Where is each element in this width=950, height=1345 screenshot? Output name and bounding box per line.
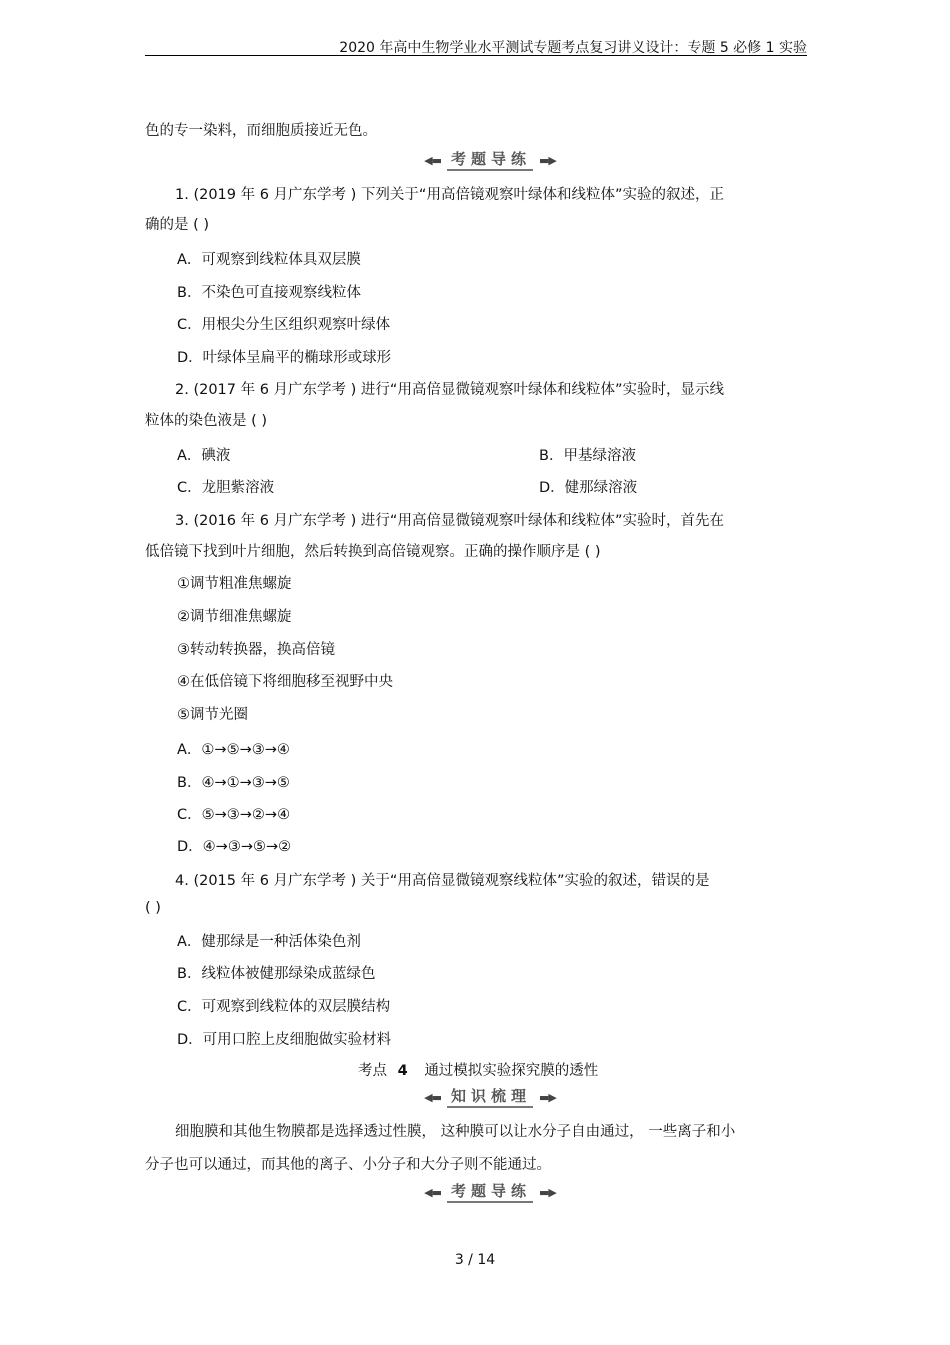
practice-banner-2 [420, 1181, 560, 1203]
q1-stem-line2: 确的是 ( ) [145, 217, 210, 233]
topic-title: 通过模拟实验探究膜的透性 [424, 1063, 599, 1079]
q1-option-d: D．叶绿体呈扁平的椭球形或球形 [177, 350, 392, 366]
q3-step-2: ②调节细准焦螺旋 [177, 609, 292, 625]
q3-option-a: A．①→⑤→③→④ [177, 742, 290, 758]
q2-stem-line1: 2. (2017 年 6 月广东学考 ) 进行“用高倍显微镜观察叶绿体和线粒体”实验时，显示线 [175, 382, 724, 398]
q2-option-d: D．健那绿溶液 [539, 480, 638, 496]
q3-option-d: D．④→③→⑤→② [177, 839, 292, 855]
page-header: 2020 年高中生物学业水平测试专题考点复习讲义设计：专题 5 必修 1 实验 [339, 40, 807, 56]
q2-option-b: B．甲基绿溶液 [539, 448, 636, 464]
left-ornament-icon: ◀▬ [424, 1090, 441, 1104]
q4-option-d: D．可用口腔上皮细胞做实验材料 [177, 1032, 392, 1048]
q2-option-a: A．碘液 [177, 448, 231, 464]
q4-stem-line2: ( ) [145, 900, 161, 916]
intro-line: 色的专一染料，而细胞质接近无色。 [145, 123, 377, 139]
page-number: 3 / 14 [454, 1252, 496, 1268]
q3-step-4: ④在低倍镜下将细胞移至视野中央 [177, 674, 393, 690]
topic-number: 4 [397, 1063, 408, 1079]
practice-banner-1 [420, 149, 560, 171]
q2-option-c: C．龙胆紫溶液 [177, 480, 275, 496]
right-ornament-icon: ▬▶ [539, 1090, 556, 1104]
q4-option-a: A．健那绿是一种活体染色剂 [177, 934, 361, 950]
left-ornament-icon: ◀▬ [424, 1185, 441, 1199]
knowledge-line1: 细胞膜和其他生物膜都是选择透过性膜， 这种膜可以让水分子自由通过， 一些离子和小 [175, 1124, 736, 1140]
knowledge-line2: 分子也可以通过，而其他的离子、小分子和大分子则不能通过。 [145, 1157, 551, 1173]
q1-option-a: A．可观察到线粒体具双层膜 [177, 252, 361, 268]
header-rule [145, 55, 807, 56]
banner-label: 考题导练 [447, 1182, 533, 1203]
right-ornament-icon: ▬▶ [539, 1185, 556, 1199]
banner-label: 考题导练 [447, 150, 533, 171]
q3-stem-line2: 低倍镜下找到叶片细胞，然后转换到高倍镜观察。正确的操作顺序是 ( ) [145, 544, 601, 560]
knowledge-banner [420, 1086, 560, 1108]
left-ornament-icon: ◀▬ [424, 153, 441, 167]
banner-label: 知识梳理 [447, 1087, 533, 1108]
q2-stem-line2: 粒体的染色液是 ( ) [145, 413, 268, 429]
right-ornament-icon: ▬▶ [539, 153, 556, 167]
q3-stem-line1: 3. (2016 年 6 月广东学考 ) 进行“用高倍显微镜观察叶绿体和线粒体”实验时，首先在 [175, 513, 724, 529]
q3-option-c: C．⑤→③→②→④ [177, 807, 291, 823]
q3-option-b: B．④→①→③→⑤ [177, 775, 290, 791]
q4-option-b: B．线粒体被健那绿染成蓝绿色 [177, 966, 376, 982]
q3-step-3: ③转动转换器，换高倍镜 [177, 642, 335, 658]
q4-stem-line1: 4. (2015 年 6 月广东学考 ) 关于“用高倍显微镜观察线粒体”实验的叙述，错误的是 [175, 873, 710, 889]
q3-step-1: ①调节粗准焦螺旋 [177, 576, 292, 592]
q1-option-b: B．不染色可直接观察线粒体 [177, 285, 361, 301]
q1-option-c: C．用根尖分生区组织观察叶绿体 [177, 317, 391, 333]
q3-step-5: ⑤调节光圈 [177, 707, 248, 723]
q4-option-c: C．可观察到线粒体的双层膜结构 [177, 999, 391, 1015]
topic-prefix: 考点 [358, 1063, 387, 1079]
q1-stem-line1: 1. (2019 年 6 月广东学考 ) 下列关于“用高倍镜观察叶绿体和线粒体”实验的叙述，正 [175, 187, 724, 203]
topic-heading [358, 1059, 598, 1080]
